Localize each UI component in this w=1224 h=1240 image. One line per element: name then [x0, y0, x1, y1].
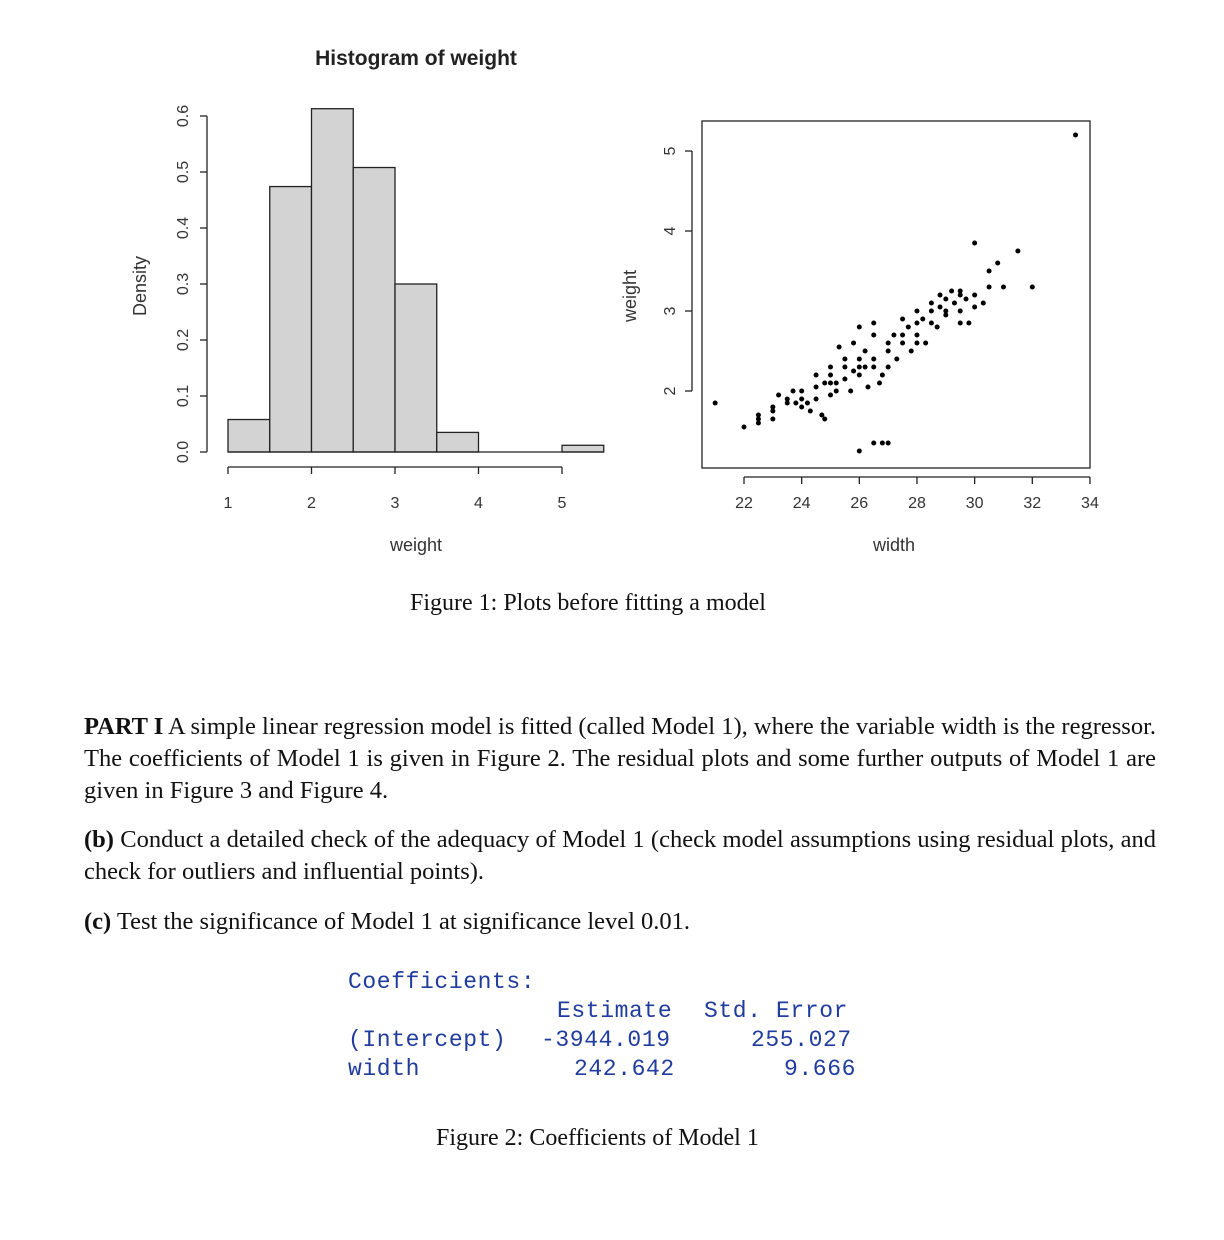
- figure2-caption: Figure 2: Coefficients of Model 1: [436, 1125, 759, 1151]
- scatter-point: [886, 341, 891, 346]
- scatter-x-tick-label: 26: [850, 495, 869, 512]
- hist-x-tick-label: 3: [390, 495, 400, 512]
- scatter-point: [981, 301, 986, 306]
- row-intercept-name: (Intercept): [348, 1027, 507, 1053]
- scatter-point: [834, 389, 839, 394]
- scatter-point: [865, 385, 870, 390]
- scatter-point: [995, 261, 1000, 266]
- hist-xlabel: weight: [389, 535, 443, 555]
- col-stderr-header: Std. Error: [704, 998, 849, 1024]
- scatter-point: [914, 321, 919, 326]
- scatter-point: [819, 413, 824, 418]
- hist-x-tick-label: 4: [474, 495, 483, 512]
- scatter-point: [972, 241, 977, 246]
- scatter-point: [814, 373, 819, 378]
- scatter-point: [949, 289, 954, 294]
- scatter-point: [842, 365, 847, 370]
- scatter-point: [770, 417, 775, 422]
- scatter-point: [900, 317, 905, 322]
- scatter-point: [943, 297, 948, 302]
- scatter-point: [958, 289, 963, 294]
- scatter-point: [822, 417, 827, 422]
- scatter-point: [770, 405, 775, 410]
- scatter-x-tick-label: 30: [965, 495, 984, 512]
- scatter-point: [987, 269, 992, 274]
- figure1-caption: Figure 1: Plots before fitting a model: [410, 590, 766, 616]
- scatter-point: [894, 357, 899, 362]
- row-intercept-estimate: -3944.019: [541, 1027, 671, 1053]
- scatter-point: [914, 309, 919, 314]
- scatter-point: [857, 365, 862, 370]
- scatter-point: [837, 345, 842, 350]
- scatter-x-tick-label: 34: [1081, 495, 1099, 512]
- scatter-point: [886, 365, 891, 370]
- row-intercept-stderr: 255.027: [751, 1027, 852, 1053]
- scatter-point: [880, 441, 885, 446]
- scatter-point: [713, 401, 718, 406]
- scatter-point: [799, 405, 804, 410]
- scatter-point: [851, 341, 856, 346]
- scatter-point: [842, 357, 847, 362]
- scatter-point: [828, 373, 833, 378]
- scatter-point: [756, 413, 761, 418]
- coefficients-header: Coefficients:: [348, 969, 536, 995]
- scatter-point: [877, 381, 882, 386]
- hist-y-tick-label: 0.0: [175, 440, 192, 464]
- scatter-point: [923, 341, 928, 346]
- scatter-point: [871, 441, 876, 446]
- hist-y-tick-label: 0.3: [175, 272, 192, 296]
- question-b-label: (b): [84, 826, 114, 853]
- scatter-point: [863, 365, 868, 370]
- scatter-point: [929, 309, 934, 314]
- scatter-point: [938, 305, 943, 310]
- scatter-point: [1030, 285, 1035, 290]
- scatter-point: [871, 321, 876, 326]
- scatter-point: [900, 341, 905, 346]
- scatter-point: [1001, 285, 1006, 290]
- row-width-stderr: 9.666: [784, 1056, 857, 1082]
- hist-x-tick-label: 2: [307, 495, 316, 512]
- hist-y-tick-label: 0.4: [175, 216, 192, 240]
- scatter-point: [871, 333, 876, 338]
- question-b-text: Conduct a detailed check of the adequacy of Model 1 (check model assumptions using residual plots, and check for outliers and influential points).: [84, 826, 1156, 885]
- scatter-point: [938, 293, 943, 298]
- question-c-text: Test the significance of Model 1 at significance level 0.01.: [116, 908, 691, 935]
- hist-y-tick-label: 0.5: [175, 160, 192, 184]
- scatter-point: [857, 357, 862, 362]
- scatter-point: [742, 425, 747, 430]
- scatter-point: [828, 393, 833, 398]
- scatter-point: [1015, 249, 1020, 254]
- scatter-point: [914, 333, 919, 338]
- scatter-point: [943, 313, 948, 318]
- hist-y-tick-label: 0.1: [175, 384, 192, 408]
- scatter-y-tick-label: 5: [662, 146, 679, 156]
- scatter-point: [966, 321, 971, 326]
- scatter-point: [909, 349, 914, 354]
- scatter-point: [863, 349, 868, 354]
- hist-x-tick-label: 5: [557, 495, 567, 512]
- scatter-point: [958, 321, 963, 326]
- row-width-estimate: 242.642: [574, 1056, 675, 1082]
- scatter-point: [972, 293, 977, 298]
- scatter-point: [799, 389, 804, 394]
- scatter-point: [963, 297, 968, 302]
- scatter-point: [857, 449, 862, 454]
- scatter-point: [972, 305, 977, 310]
- scatter-y-tick-label: 4: [662, 226, 679, 236]
- scatter-point: [857, 325, 862, 330]
- scatter-point: [886, 441, 891, 446]
- scatter-point: [914, 341, 919, 346]
- scatter-point: [828, 381, 833, 386]
- hist-title: Histogram of weight: [315, 47, 517, 70]
- scatter-point: [842, 377, 847, 382]
- scatter-point: [808, 409, 813, 414]
- scatter-point: [929, 301, 934, 306]
- row-width-name: width: [348, 1056, 421, 1082]
- scatter-point: [848, 389, 853, 394]
- scatter-point: [900, 333, 905, 338]
- scatter-point: [851, 369, 856, 374]
- scatter-point: [987, 285, 992, 290]
- scatter-point: [805, 401, 810, 406]
- scatter-point: [814, 385, 819, 390]
- scatter-point: [834, 381, 839, 386]
- scatter-point: [871, 357, 876, 362]
- scatter-point: [799, 397, 804, 402]
- scatter-y-tick-label: 3: [662, 306, 679, 316]
- scatter-point: [1073, 133, 1078, 138]
- hist-ylabel: Density: [130, 255, 150, 317]
- part-i-paragraph: [84, 711, 1156, 807]
- scatter-point: [857, 373, 862, 378]
- scatter-point: [793, 401, 798, 406]
- scatter-point: [935, 325, 940, 330]
- scatter-x-tick-label: 28: [908, 495, 926, 512]
- col-estimate-header: Estimate: [557, 998, 673, 1024]
- hist-y-tick-label: 0.2: [175, 328, 192, 352]
- part-label: PART I: [84, 713, 164, 740]
- question-b: [84, 824, 1156, 888]
- scatter-point: [891, 333, 896, 338]
- hist-y-tick-label: 0.6: [175, 104, 192, 128]
- scatter-point: [929, 321, 934, 326]
- scatter-point: [886, 349, 891, 354]
- scatter-point: [814, 397, 819, 402]
- scatter-point: [828, 365, 833, 370]
- question-c: [84, 906, 1156, 938]
- scatter-x-tick-label: 22: [735, 495, 753, 512]
- part-text: A simple linear regression model is fitted (called Model 1), where the variable width is the regressor. The coefficients of Model 1 is given in Figure 2. The residual plots and some further outputs of Model 1 are given in Figure 3 and Figure 4.: [84, 713, 1156, 804]
- scatter-point: [791, 389, 796, 394]
- scatter-ylabel: weight: [620, 269, 640, 323]
- scatter-point: [920, 317, 925, 322]
- scatter-point: [958, 309, 963, 314]
- scatter-point: [871, 365, 876, 370]
- scatter-point: [822, 381, 827, 386]
- scatter-point: [906, 325, 911, 330]
- scatter-point: [785, 401, 790, 406]
- hist-x-tick-label: 1: [223, 495, 233, 512]
- scatter-point: [776, 393, 781, 398]
- scatter-chart: [0, 0, 1224, 580]
- scatter-xlabel: width: [872, 535, 916, 555]
- scatter-point: [952, 301, 957, 306]
- scatter-y-tick-label: 2: [662, 386, 679, 396]
- scatter-point: [880, 373, 885, 378]
- scatter-x-tick-label: 24: [792, 495, 811, 512]
- scatter-x-tick-label: 32: [1023, 495, 1042, 512]
- question-c-label: (c): [84, 908, 112, 935]
